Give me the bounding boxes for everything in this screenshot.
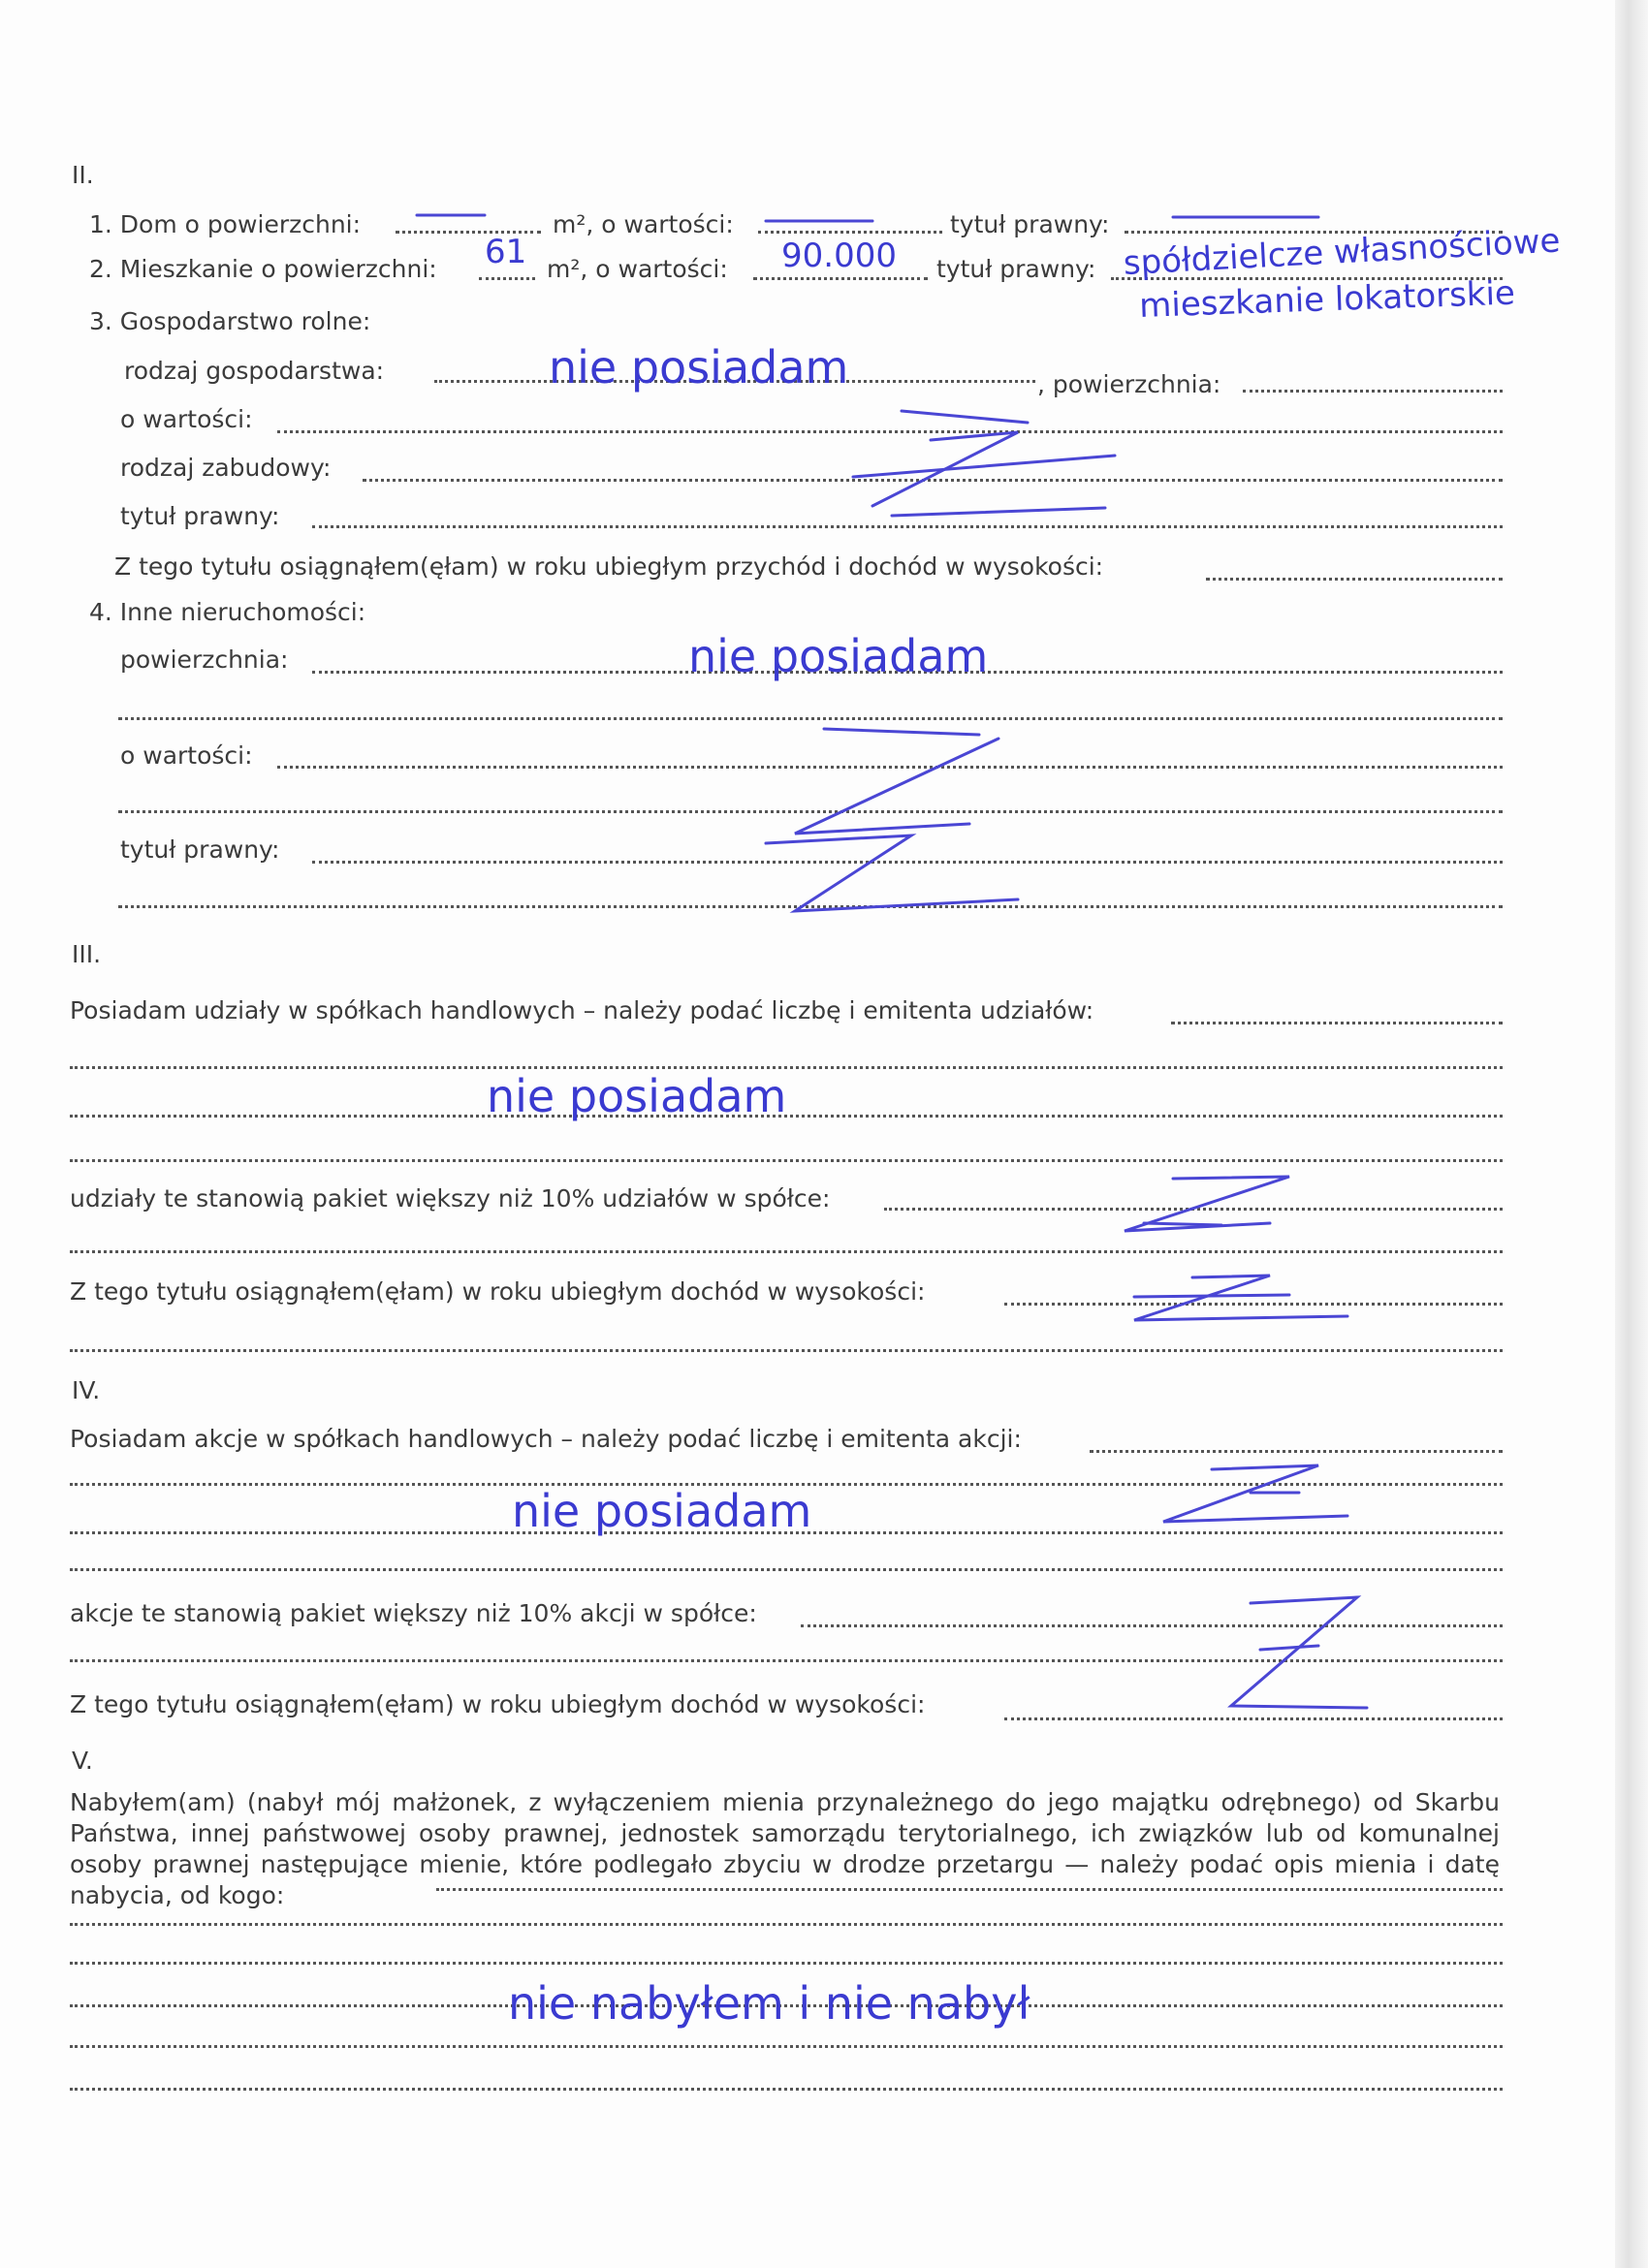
section-iv-label: IV.: [72, 1376, 101, 1404]
farm-building-field[interactable]: [363, 479, 1503, 482]
house-title-label: tytuł prawny:: [950, 210, 1110, 238]
stocks-income-field[interactable]: [1004, 1717, 1503, 1720]
shares-10pct-field[interactable]: [884, 1208, 1503, 1211]
shares-income-field-2[interactable]: [70, 1349, 1503, 1352]
shares-field-4[interactable]: [70, 1159, 1503, 1162]
house-unit-label: m², o wartości:: [553, 210, 734, 238]
farm-heading: 3. Gospodarstwo rolne:: [89, 307, 371, 335]
flat-area-label: 2. Mieszkanie o powierzchni:: [89, 255, 437, 283]
acquired-field[interactable]: [436, 1888, 1503, 1891]
hw-acquired: nie nabyłem i nie nabył: [508, 1977, 1030, 2030]
hw-flat-value: 90.000: [781, 236, 897, 275]
other-value-field-2[interactable]: [118, 810, 1503, 813]
section-v-label: V.: [72, 1747, 93, 1775]
shares-label: Posiadam udziały w spółkach handlowych – należy podać liczbę i emitenta udziałów:: [70, 996, 1094, 1024]
other-property-z-mark: [766, 729, 1018, 911]
house-value-field[interactable]: [758, 231, 942, 234]
farm-area-label: , powierzchnia:: [1037, 370, 1221, 398]
stocks-10pct-field-2[interactable]: [70, 1659, 1503, 1662]
acquired-field-6[interactable]: [70, 2088, 1503, 2091]
stocks-z-marks: [1163, 1465, 1367, 1708]
stocks-10pct-label: akcje te stanowią pakiet większy niż 10% akcji w spółce:: [70, 1599, 757, 1627]
farm-z-mark: [853, 411, 1115, 516]
section-ii-label: II.: [72, 161, 94, 189]
hw-other-area: nie posiadam: [688, 630, 989, 682]
other-title-field[interactable]: [312, 861, 1503, 864]
shares-field-2[interactable]: [70, 1066, 1503, 1069]
shares-10pct-label: udziały te stanowią pakiet większy niż 10% udziałów w spółce:: [70, 1184, 831, 1213]
flat-value-field[interactable]: [753, 277, 928, 280]
shares-10pct-field-2[interactable]: [70, 1250, 1503, 1253]
other-title-field-2[interactable]: [118, 905, 1503, 908]
house-area-label: 1. Dom o powierzchni:: [89, 210, 362, 238]
farm-value-label: o wartości:: [120, 405, 253, 433]
acquired-field-5[interactable]: [70, 2045, 1503, 2048]
farm-area-field[interactable]: [1243, 390, 1503, 393]
acquired-field-3[interactable]: [70, 1962, 1503, 1965]
hw-farm-type: nie posiadam: [549, 341, 849, 394]
farm-value-field[interactable]: [277, 430, 1503, 433]
shares-income-field[interactable]: [1004, 1303, 1503, 1306]
hw-shares: nie posiadam: [487, 1070, 787, 1122]
other-value-field[interactable]: [277, 766, 1503, 769]
shares-field[interactable]: [1171, 1022, 1503, 1024]
section-iii-label: III.: [72, 940, 102, 968]
flat-area-field[interactable]: [479, 277, 535, 280]
farm-building-label: rodzaj zabudowy:: [120, 454, 332, 482]
stocks-label: Posiadam akcje w spółkach handlowych – należy podać liczbę i emitenta akcji:: [70, 1425, 1022, 1453]
acquired-property-text: Nabyłem(am) (nabył mój małżonek, z wyłączeniem mienia przynależnego do jego majątku odrębnego) od Skarbu Państwa, innej państwowej osoby prawnej, jednostek samorządu terytorialnego, ich związków lub od komunalnej osoby prawnej następujące mienie, które podlegało zbyciu w drodze przetargu — należy podać opis mienia i datę nabycia, od kogo:: [70, 1788, 1500, 1909]
stocks-field[interactable]: [1090, 1450, 1503, 1453]
stocks-10pct-field[interactable]: [801, 1624, 1503, 1627]
stocks-income-label: Z tego tytułu osiągnąłem(ęłam) w roku ubiegłym dochód w wysokości:: [70, 1690, 926, 1718]
flat-title-label: tytuł prawny:: [936, 255, 1096, 283]
page-edge: [1615, 0, 1648, 2268]
other-title-label: tytuł prawny:: [120, 835, 280, 864]
hw-flat-area: 61: [485, 233, 527, 271]
other-area-label: powierzchnia:: [120, 646, 289, 674]
farm-title-label: tytuł prawny:: [120, 502, 280, 530]
stocks-field-4[interactable]: [70, 1568, 1503, 1571]
other-property-heading: 4. Inne nieruchomości:: [89, 598, 366, 626]
farm-income-label: Z tego tytułu osiągnąłem(ęłam) w roku ubiegłym przychód i dochód w wysokości:: [114, 552, 1104, 581]
flat-unit-label: m², o wartości:: [547, 255, 728, 283]
hw-flat-title-1: spółdzielcze własnościowe: [1122, 221, 1562, 283]
hw-flat-title-2: mieszkanie lokatorskie: [1138, 273, 1516, 326]
farm-type-label: rodzaj gospodarstwa:: [124, 357, 385, 385]
farm-income-field[interactable]: [1206, 578, 1503, 581]
other-area-field-2[interactable]: [118, 717, 1503, 720]
shares-income-label: Z tego tytułu osiągnąłem(ęłam) w roku ubiegłym dochód w wysokości:: [70, 1277, 926, 1306]
other-value-label: o wartości:: [120, 741, 253, 770]
farm-title-field[interactable]: [312, 525, 1503, 528]
shares-z-marks: [1125, 1177, 1347, 1320]
acquired-field-2[interactable]: [70, 1923, 1503, 1926]
hw-stocks: nie posiadam: [512, 1485, 812, 1537]
